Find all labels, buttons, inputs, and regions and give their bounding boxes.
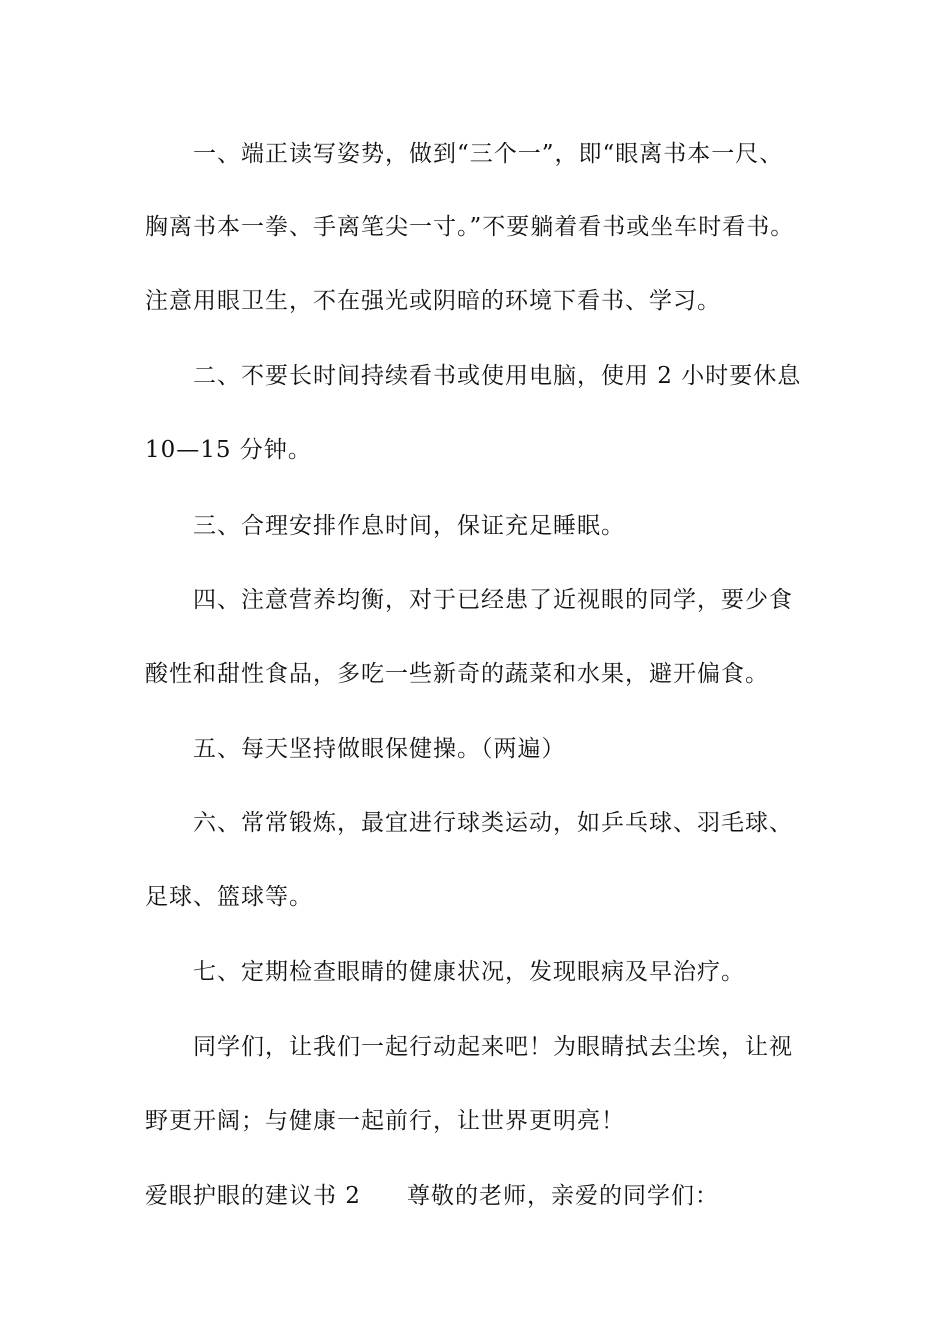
paragraph-line-11: 足球、篮球等。 <box>145 884 313 910</box>
paragraph-line-5: 10—15 分钟。 <box>145 437 312 463</box>
paragraph-line-8: 酸性和甜性食品，多吃一些新奇的蔬菜和水果，避开偏食。 <box>145 661 769 687</box>
next-section-title: 爱眼护眼的建议书 2 <box>145 1183 361 1209</box>
paragraph-line-2: 胸离书本一拳、手离笔尖一寸。”不要躺着看书或坐车时看书。 <box>145 214 795 240</box>
salutation: 尊敬的老师，亲爱的同学们： <box>406 1183 719 1209</box>
paragraph-line-3: 注意用眼卫生，不在强光或阴暗的环境下看书、学习。 <box>145 288 721 314</box>
paragraph-line-10: 六、常常锻炼，最宜进行球类运动，如乒乓球、羽毛球、 <box>193 810 793 836</box>
paragraph-line-9: 五、每天坚持做眼保健操。（两遍） <box>193 736 566 762</box>
paragraph-line-14: 野更开阔；与健康一起前行，让世界更明亮！ <box>145 1108 625 1134</box>
paragraph-line-12: 七、定期检查眼睛的健康状况，发现眼病及早治疗。 <box>193 959 745 985</box>
paragraph-line-6: 三、合理安排作息时间，保证充足睡眠。 <box>193 513 625 539</box>
paragraph-line-1: 一、端正读写姿势，做到“三个一”，即“眼离书本一尺、 <box>193 141 784 167</box>
paragraph-line-4: 二、不要长时间持续看书或使用电脑，使用 2 小时要休息 <box>193 363 802 389</box>
paragraph-line-7: 四、注意营养均衡，对于已经患了近视眼的同学，要少食 <box>193 587 793 613</box>
paragraph-line-13: 同学们，让我们一起行动起来吧！为眼睛拭去尘埃，让视 <box>193 1034 793 1060</box>
next-section-heading <box>145 1181 719 1211</box>
